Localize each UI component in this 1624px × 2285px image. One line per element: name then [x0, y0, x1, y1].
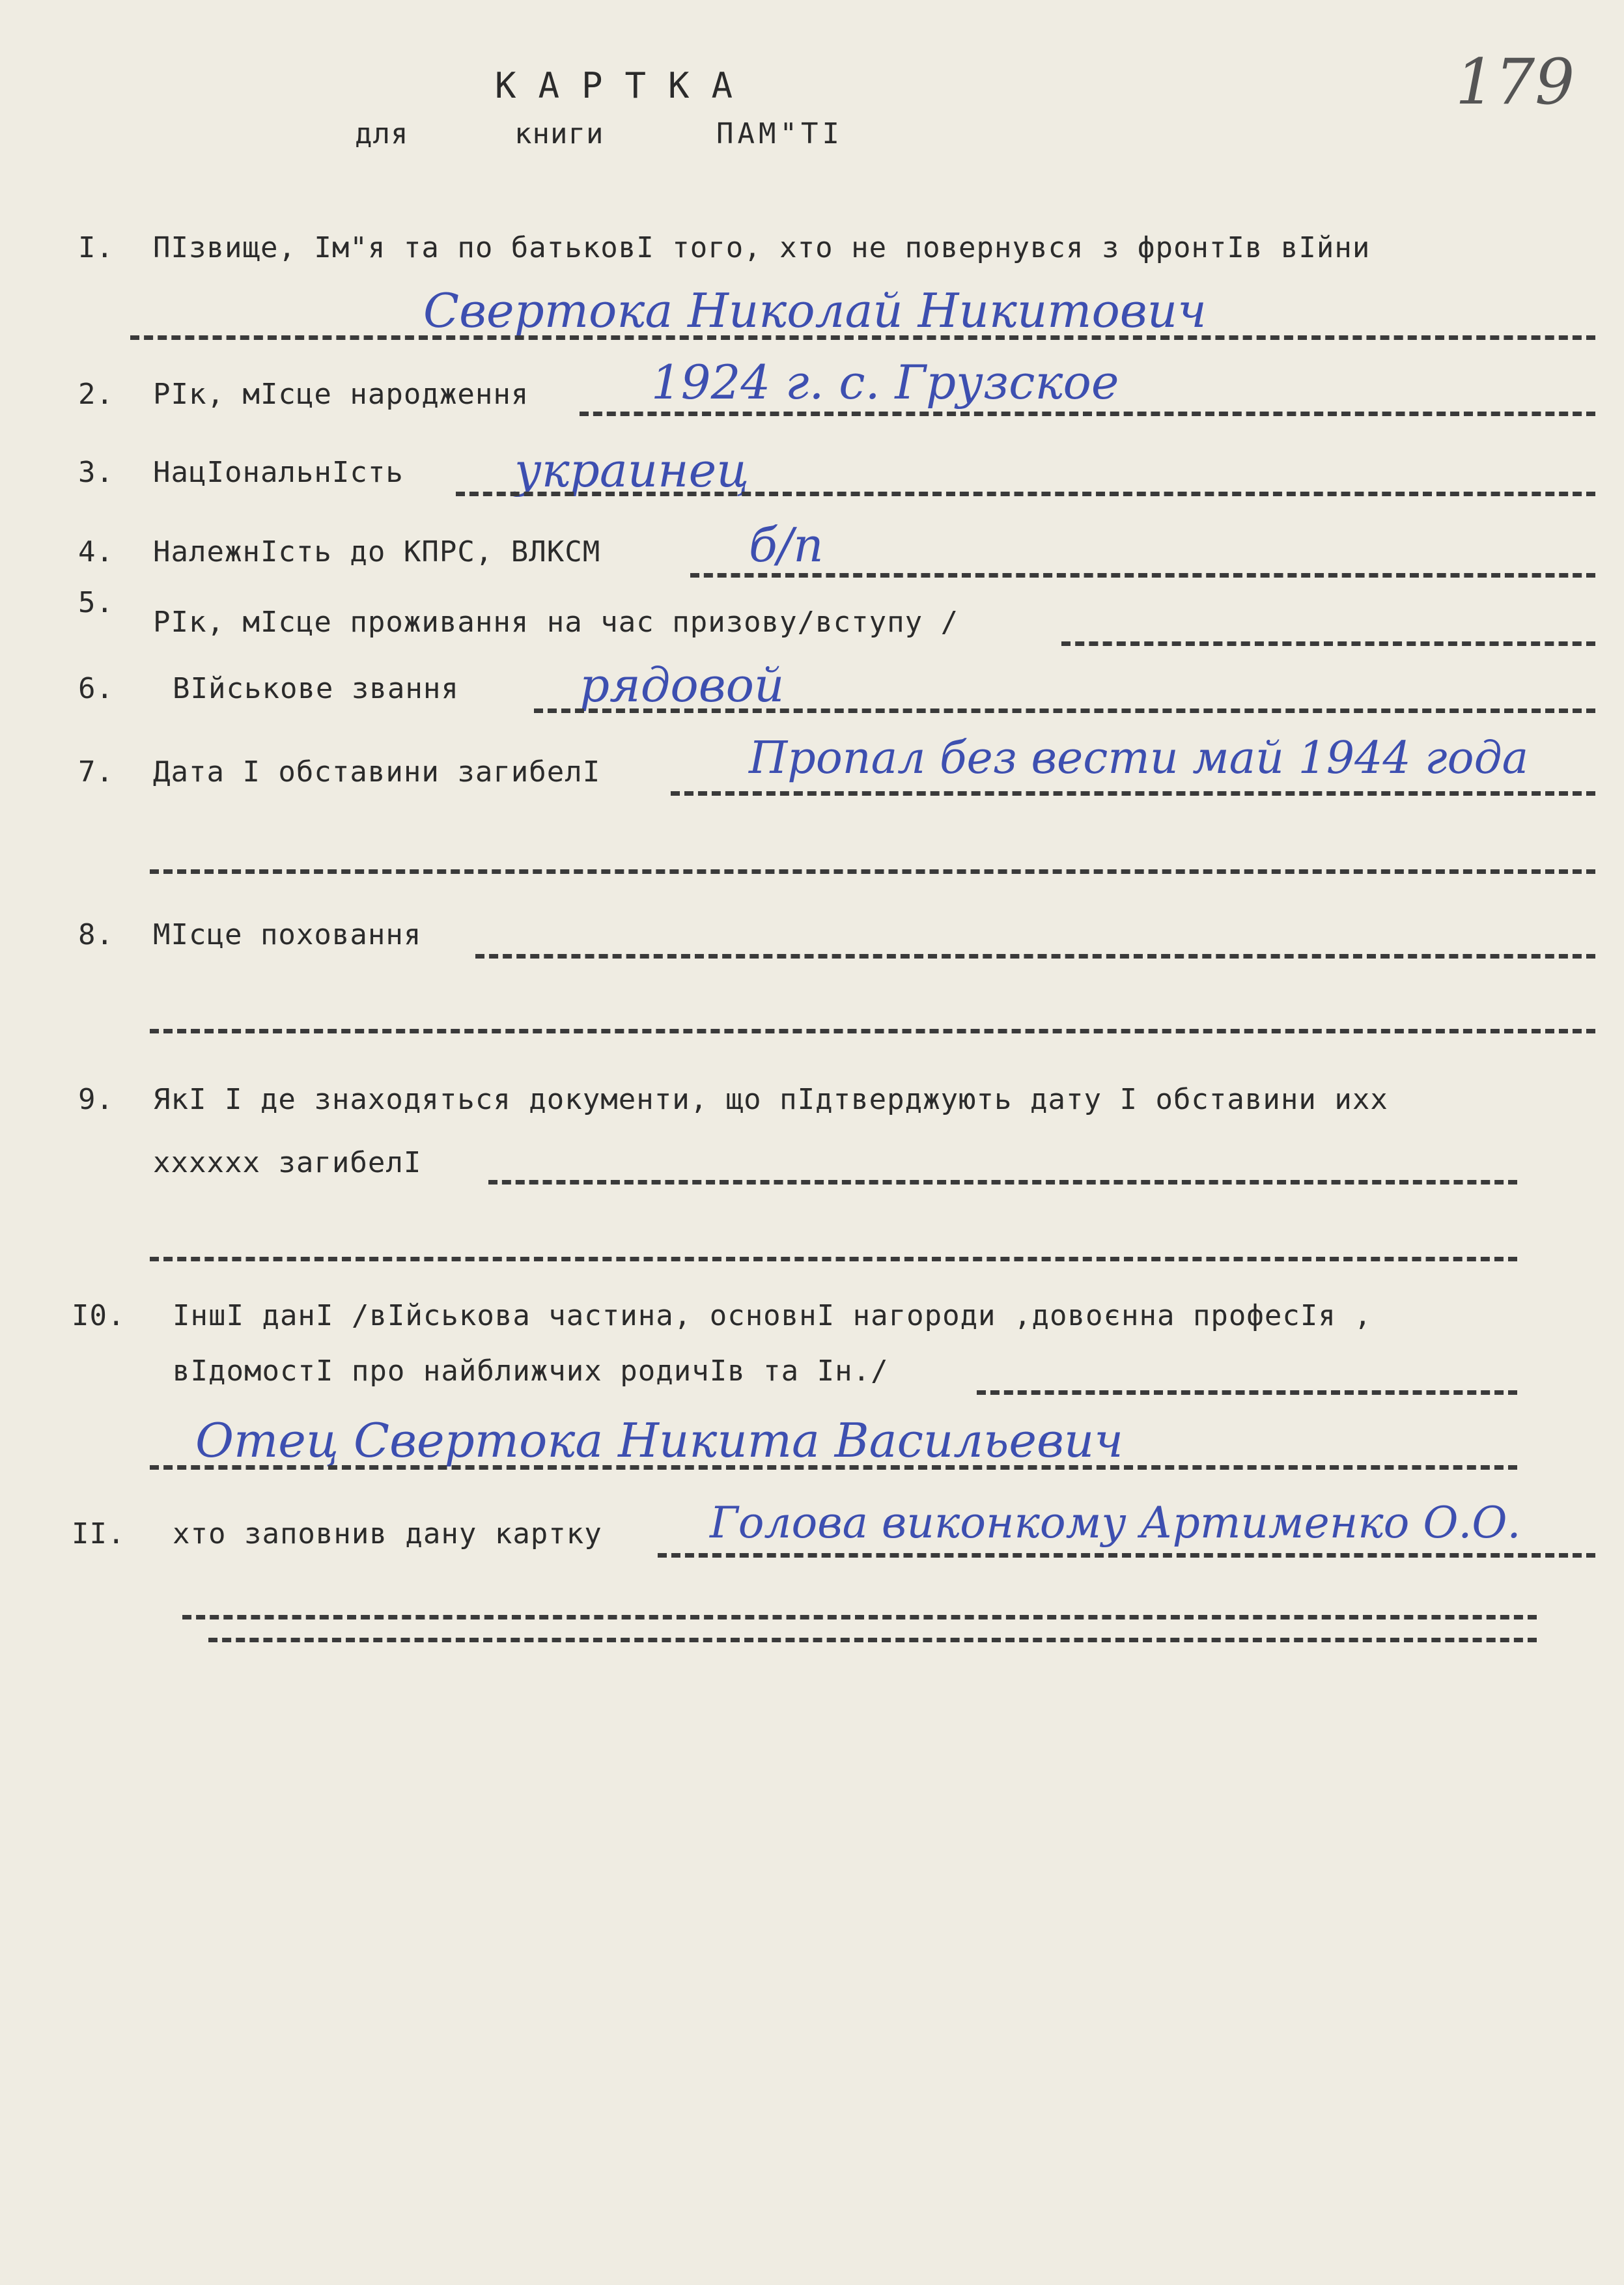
field-11-line-1 [658, 1553, 1595, 1558]
field-10-label-continued: вІдомостІ про найближчих родичІв та Ін./ [173, 1354, 889, 1388]
card-title: КАРТКА [495, 65, 755, 106]
field-9-line-1 [488, 1180, 1517, 1185]
field-8-number: 8. [78, 918, 114, 951]
field-8-label: МІсце поховання [153, 918, 422, 951]
field-10-number: І0. [72, 1299, 126, 1332]
field-1-number: І. [78, 231, 114, 264]
field-5-line [1061, 641, 1595, 646]
field-10-line-2 [150, 1465, 1517, 1470]
field-11-line-3 [208, 1638, 1537, 1642]
field-6-line [534, 708, 1595, 713]
folio-number: 179 [1455, 46, 1575, 119]
field-4-line [690, 573, 1595, 578]
field-9-line-2 [150, 1257, 1517, 1261]
field-11-number: ІІ. [72, 1517, 126, 1550]
field-9-label: ЯкІ І де знаходяться документи, що пІдтверджують дату І обставини ихх [153, 1083, 1388, 1116]
field-9-number: 9. [78, 1083, 114, 1116]
field-8-line-2 [150, 1029, 1595, 1033]
field-9-label-continued: хххххх загибелІ [153, 1146, 422, 1179]
field-1-value: Свертока Николай Никитович [423, 283, 1207, 338]
field-4-value: б/п [749, 518, 824, 572]
field-3-value: украинец [514, 443, 749, 498]
field-10-value: Отец Свертока Никита Васильевич [195, 1413, 1124, 1468]
field-7-line-2 [150, 869, 1595, 874]
field-2-line [580, 412, 1595, 416]
field-1-line [130, 335, 1595, 340]
card-subtitle-3: ПАМ"ТІ [716, 117, 843, 150]
field-6-label: ВІйськове звання [173, 672, 459, 705]
field-7-value: Пропал без вести май 1944 года [749, 733, 1529, 784]
field-3-line [456, 492, 1595, 496]
field-2-number: 2. [78, 378, 114, 411]
field-3-number: 3. [78, 456, 114, 489]
field-6-value: рядовой [580, 658, 785, 712]
field-5-label: РІк, мІсце проживання на час призову/вступу / [153, 606, 959, 639]
field-7-number: 7. [78, 755, 114, 789]
card-subtitle-2: книги [514, 117, 604, 150]
field-11-line-2 [182, 1615, 1537, 1619]
field-6-number: 6. [78, 672, 114, 705]
field-1-label: ПІзвище, Ім"я та по батьковІ того, хто не повернувся з фронтІв вІйни [153, 231, 1371, 264]
field-11-value: Голова виконкому Артименко О.О. [710, 1498, 1521, 1548]
field-10-label: ІншІ данІ /вІйськова частина, основнІ нагороди ,довоєнна професІя , [173, 1299, 1372, 1332]
field-8-line-1 [475, 954, 1595, 959]
field-4-number: 4. [78, 535, 114, 568]
field-4-label: НалежнІсть до КПРС, ВЛКСМ [153, 535, 601, 568]
field-2-value: 1924 г. с. Грузское [651, 355, 1119, 410]
field-2-label: РІк, мІсце народження [153, 378, 529, 411]
field-11-label: хто заповнив дану картку [173, 1517, 602, 1550]
field-7-line-1 [671, 791, 1595, 796]
field-5-number: 5. [78, 586, 114, 619]
field-3-label: НацІональнІсть [153, 456, 404, 489]
card-subtitle-1: для [355, 117, 409, 150]
field-10-line-1 [977, 1390, 1517, 1395]
field-7-label: Дата І обставини загибелІ [153, 755, 601, 789]
